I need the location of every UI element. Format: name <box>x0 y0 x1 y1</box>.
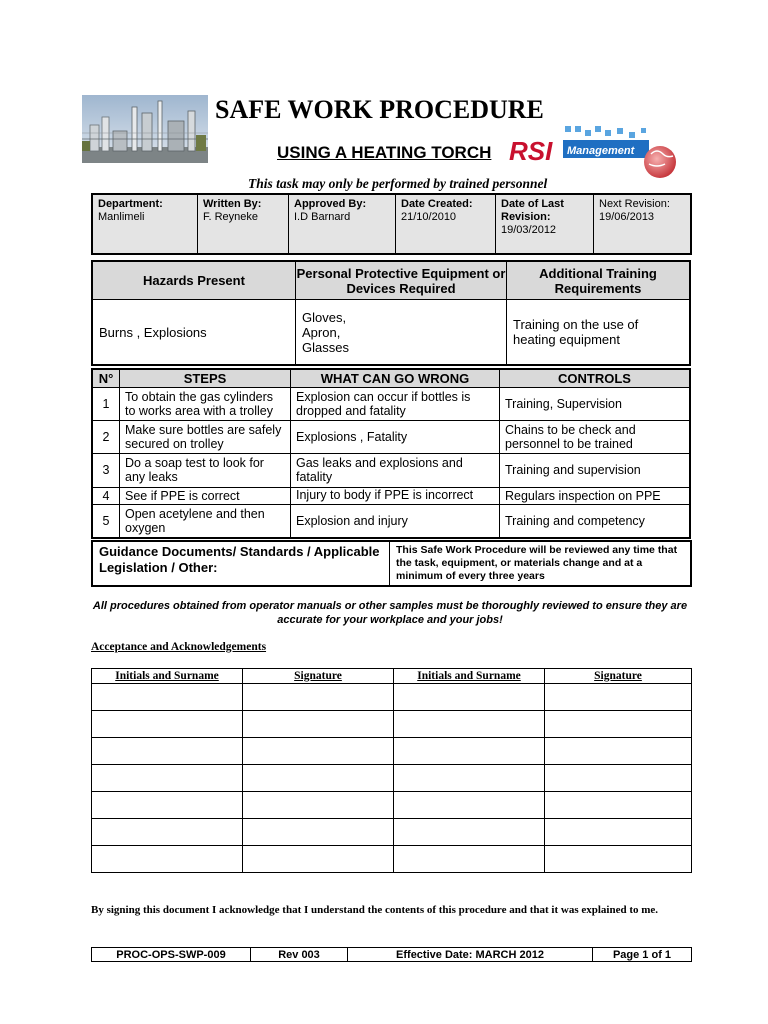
table-row <box>92 819 692 846</box>
refinery-photo <box>82 95 208 163</box>
table-row <box>92 738 692 765</box>
signature-cell[interactable] <box>243 792 394 819</box>
acknowledgement-statement: By signing this document I acknowledge that I understand the contents of this procedure and that it was explained to me. <box>91 904 659 916</box>
info-department: Department: Manlimeli <box>92 194 198 254</box>
table-row <box>92 684 692 711</box>
document-info-table <box>91 193 692 255</box>
table-row: 5 Open acetylene and then oxygen Explosion and injury Training and competency <box>92 504 690 538</box>
document-subtitle: USING A HEATING TORCH <box>277 143 492 162</box>
initials-cell[interactable] <box>394 819 545 846</box>
ppe-value: Gloves, Apron, Glasses <box>296 300 507 366</box>
info-next-revision: Next Revision: 19/06/2013 <box>594 194 692 254</box>
signature-header: Signature <box>243 669 394 684</box>
info-date-last-revision: Date of Last Revision: 19/03/2012 <box>496 194 594 254</box>
initials-cell[interactable] <box>394 792 545 819</box>
signature-cell[interactable] <box>545 765 692 792</box>
table-row: 3 Do a soap test to look for any leaks Gas leaks and explosions and fatality Training and supervision <box>92 454 690 487</box>
table-row: 2 Make sure bottles are safely secured on trolley Explosions , Fatality Chains to be check and personnel to be trained <box>92 421 690 454</box>
acknowledgement-signature-table <box>91 668 692 873</box>
table-row <box>92 711 692 738</box>
signature-cell[interactable] <box>545 819 692 846</box>
guidance-table <box>91 540 692 587</box>
signature-cell[interactable] <box>545 711 692 738</box>
initials-cell[interactable] <box>394 711 545 738</box>
document-title: SAFE WORK PROCEDURE <box>215 95 544 124</box>
hazards-present-header: Hazards Present <box>92 261 296 300</box>
table-row: 1 To obtain the gas cylinders to works area with a trolley Explosion can occur if bottles is dropped and fatality Training, Supervision <box>92 388 690 421</box>
training-header: Additional Training Requirements <box>507 261 691 300</box>
trained-personnel-notice: This task may only be performed by trained personnel <box>248 176 548 191</box>
procedures-review-note: All procedures obtained from operator manuals or other samples must be thoroughly reviewed to ensure they are accurate for your workplace and your jobs! <box>92 600 688 626</box>
signature-cell[interactable] <box>243 684 394 711</box>
initials-cell[interactable] <box>92 711 243 738</box>
footer-effective-date: Effective Date: MARCH 2012 <box>348 948 593 962</box>
what-can-go-wrong-header: WHAT CAN GO WRONG <box>291 369 500 388</box>
footer-page-number: Page 1 of 1 <box>593 948 692 962</box>
info-date-created: Date Created: 21/10/2010 <box>396 194 496 254</box>
guidance-label: Guidance Documents/ Standards / Applicable Legislation / Other: <box>92 541 390 586</box>
initials-cell[interactable] <box>394 765 545 792</box>
steps-header: STEPS <box>120 369 291 388</box>
footer-revision: Rev 003 <box>251 948 348 962</box>
info-written-by: Written By: F. Reyneke <box>198 194 289 254</box>
review-note: This Safe Work Procedure will be reviewed any time that the task, equipment, or materials change and at a minimum of every three years <box>390 541 692 586</box>
steps-number-header: N° <box>92 369 120 388</box>
initials-cell[interactable] <box>394 846 545 873</box>
document-footer <box>91 947 692 962</box>
training-value: Training on the use of heating equipment <box>507 300 691 366</box>
logo-brand-text: RSI <box>509 136 553 166</box>
table-row <box>92 846 692 873</box>
signature-cell[interactable] <box>545 738 692 765</box>
initials-cell[interactable] <box>92 684 243 711</box>
signature-cell[interactable] <box>545 846 692 873</box>
steps-table <box>91 368 691 539</box>
controls-header: CONTROLS <box>500 369 691 388</box>
hazards-table <box>91 260 691 366</box>
initials-cell[interactable] <box>92 846 243 873</box>
hazards-present-value: Burns , Explosions <box>92 300 296 366</box>
initials-cell[interactable] <box>92 819 243 846</box>
signature-cell[interactable] <box>545 684 692 711</box>
initials-surname-header: Initials and Surname <box>92 669 243 684</box>
signature-cell[interactable] <box>243 738 394 765</box>
table-row <box>92 792 692 819</box>
initials-cell[interactable] <box>394 684 545 711</box>
signature-cell[interactable] <box>545 792 692 819</box>
table-row <box>92 765 692 792</box>
signature-cell[interactable] <box>243 846 394 873</box>
ppe-header: Personal Protective Equipment or Devices Required <box>296 261 507 300</box>
footer-doc-number: PROC-OPS-SWP-009 <box>92 948 251 962</box>
initials-cell[interactable] <box>92 765 243 792</box>
acceptance-heading: Acceptance and Acknowledgements <box>91 641 267 653</box>
initials-surname-header: Initials and Surname <box>394 669 545 684</box>
table-row: 4 See if PPE is correct Injury to body if PPE is incorrect Regulars inspection on PPE <box>92 487 690 504</box>
signature-header: Signature <box>545 669 692 684</box>
signature-cell[interactable] <box>243 819 394 846</box>
info-approved-by: Approved By: I.D Barnard <box>289 194 396 254</box>
initials-cell[interactable] <box>394 738 545 765</box>
initials-cell[interactable] <box>92 738 243 765</box>
initials-cell[interactable] <box>92 792 243 819</box>
logo-word-text: Management <box>567 145 635 157</box>
signature-cell[interactable] <box>243 765 394 792</box>
signature-cell[interactable] <box>243 711 394 738</box>
